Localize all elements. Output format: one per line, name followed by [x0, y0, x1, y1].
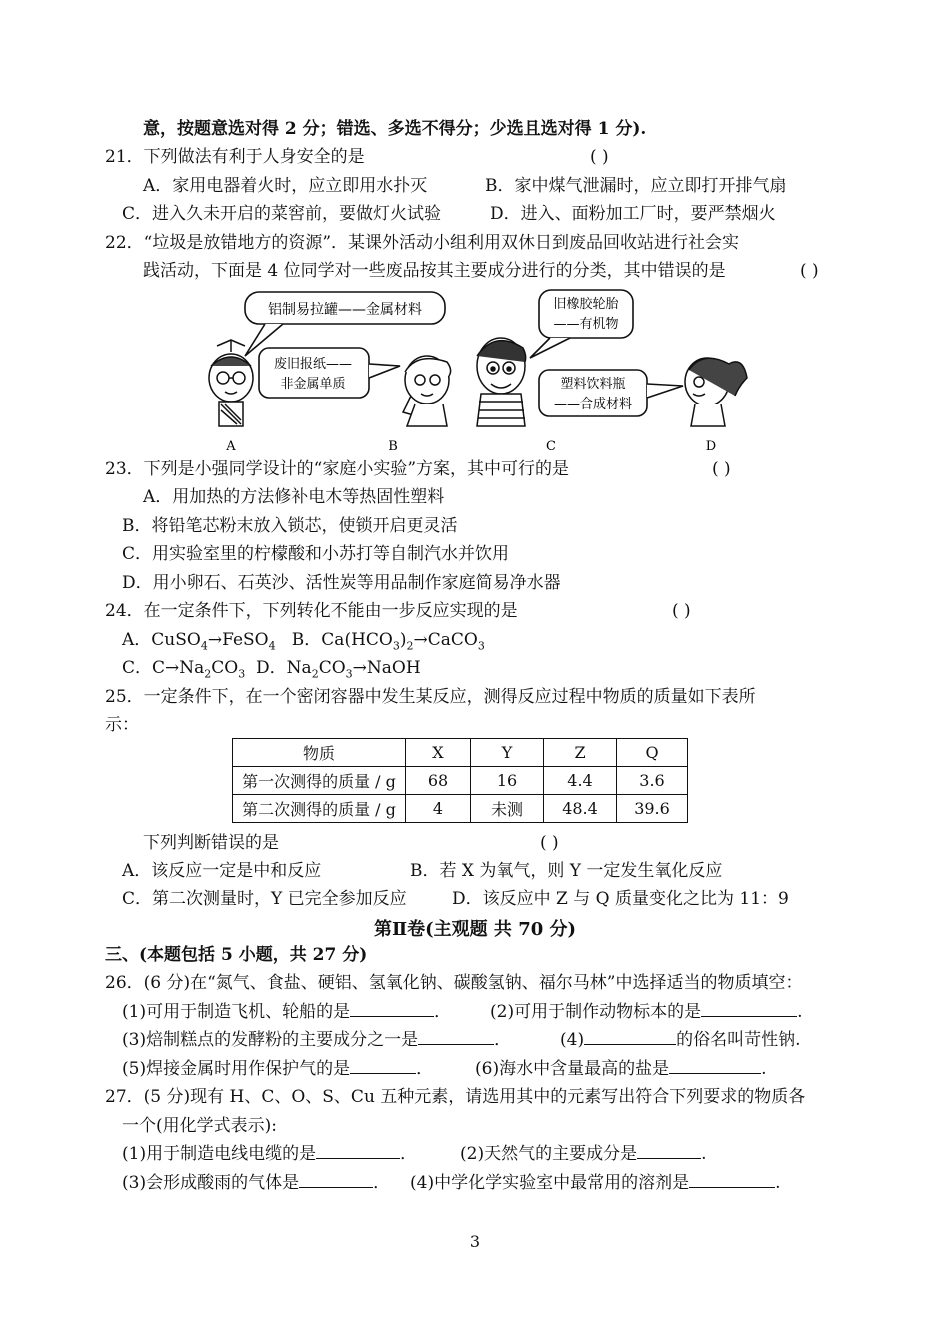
label-a: A — [226, 439, 236, 454]
bubble-c-text-2: ——有机物 — [553, 317, 619, 332]
q26-part1: (1)可用于制造飞机、轮船的是 ． — [122, 1002, 452, 1022]
q27-part2: (2)天然气的主要成分是 . — [460, 1144, 707, 1164]
q21-option-a: A．家用电器着火时，应立即用水扑灭 — [143, 176, 428, 196]
table-header-row — [233, 739, 688, 767]
q23-stem: 23．下列是小强同学设计的“家庭小实验”方案，其中可行的是 — [105, 459, 570, 479]
q21-option-d: D．进入、面粉加工厂时，要严禁烟火 — [490, 204, 776, 224]
table-cell: 3.6 — [617, 767, 688, 795]
q27-part1: (1)用于制造电线电缆的是 ． — [122, 1144, 418, 1164]
q23-option-b: B．将铅笔芯粉末放入锁芯，使锁开启更灵活 — [122, 516, 458, 536]
q25-option-c: C．第二次测量时，Y 已完全参加反应 — [122, 889, 407, 909]
q22-stem-line2: 践活动，下面是 4 位同学对一些废品按其主要成分进行的分类，其中错误的是 — [143, 261, 726, 281]
table-cell: 4 — [406, 795, 471, 823]
label-d: D — [705, 439, 717, 454]
q26-blank-3[interactable] — [418, 1030, 494, 1045]
table-cell: 48.4 — [544, 795, 617, 823]
table-cell: 第二次测得的质量 / g — [233, 795, 406, 823]
table-cell: 未测 — [471, 795, 544, 823]
q23-option-d: D．用小卵石、石英沙、活性炭等用品制作家庭简易净水器 — [122, 573, 561, 593]
bubble-d — [539, 370, 683, 416]
q27-stem-line2: 一个(用化学式表示): — [122, 1116, 277, 1136]
student-b-illustration — [403, 356, 451, 426]
q27-part2-text: (2)天然气的主要成分是 — [460, 1144, 638, 1164]
q24-answer-paren: ( ) — [672, 601, 691, 621]
q25-stem-line2: 示： — [105, 715, 139, 735]
table-row — [233, 767, 688, 795]
q27-blank-3[interactable] — [299, 1173, 373, 1188]
q27-part4: (4)中学化学实验室中最常用的溶剂是 . — [410, 1173, 781, 1193]
q22-stem-line1: 22．“垃圾是放错地方的资源”．某课外活动小组利用双休日到废品回收站进行社会实 — [105, 233, 740, 253]
table-cell: 16 — [471, 767, 544, 795]
q26-blank-6[interactable] — [669, 1059, 761, 1074]
bubble-a-text: 铝制易拉罐——金属材料 — [268, 302, 422, 318]
table-cell: 39.6 — [617, 795, 688, 823]
q26-part5-text: (5)焊接金属时用作保护气的是 — [122, 1059, 351, 1079]
bubble-c-text-1: 旧橡胶轮胎 — [553, 297, 619, 312]
q25-answer-paren: ( ) — [540, 833, 559, 853]
q25-option-b: B．若 X 为氧气，则 Y 一定发生氧化反应 — [410, 861, 723, 881]
q25-option-d: D．该反应中 Z 与 Q 质量变化之比为 11：9 — [452, 889, 789, 909]
q26-blank-5[interactable] — [350, 1059, 416, 1074]
q22-answer-paren: ( ) — [800, 261, 819, 281]
q25-judge: 下列判断错误的是 — [143, 833, 279, 853]
q26-part3-text: (3)焙制糕点的发酵粉的主要成分之一是 — [122, 1030, 419, 1050]
student-c-illustration — [477, 338, 526, 426]
table-header-cell: 物质 — [233, 739, 406, 767]
q23-answer-paren: ( ) — [712, 459, 731, 479]
bubble-d-text-1: 塑料饮料瓶 — [560, 377, 626, 392]
part2-title: 第Ⅱ卷(主观题 共 70 分) — [373, 919, 577, 940]
q26-part1-text: (1)可用于制造飞机、轮船的是 — [122, 1002, 351, 1022]
q25-option-a: A．该反应一定是中和反应 — [122, 861, 322, 881]
bubble-a — [245, 292, 445, 356]
bubble-b — [259, 348, 400, 398]
q27-blank-2[interactable] — [637, 1144, 701, 1159]
label-c: C — [546, 439, 556, 454]
bubble-d-text-2: ——合成材料 — [553, 397, 633, 412]
q21-answer-paren: ( ) — [590, 147, 609, 167]
q27-part3-text: (3)会形成酸雨的气体是 — [122, 1173, 300, 1193]
q22-cartoon-figure — [195, 286, 755, 456]
table-header-cell: Z — [544, 739, 617, 767]
q26-stem: 26．(6 分)在“氮气、食盐、硬铝、氢氧化钠、碳酸氢钠、福尔马林”中选择适当的物质填空： — [105, 973, 803, 993]
bubble-b-text-2: 非金属单质 — [280, 377, 346, 392]
scoring-note: 意，按题意选对得 2 分；错选、多选不得分；少选且选对得 1 分). — [143, 119, 647, 139]
student-d-illustration — [685, 358, 747, 426]
q21-stem: 21．下列做法有利于人身安全的是 — [105, 147, 365, 167]
q27-part1-text: (1)用于制造电线电缆的是 — [122, 1144, 317, 1164]
q26-part4-text-b: 的俗名叫苛性钠. — [676, 1030, 801, 1050]
page-number: 3 — [469, 1232, 481, 1251]
bubble-b-text-1: 废旧报纸—— — [273, 357, 353, 372]
label-b: B — [388, 439, 398, 454]
q27-part4-text: (4)中学化学实验室中最常用的溶剂是 — [410, 1173, 690, 1193]
q24-options-ab: A．CuSO$_4$→FeSO$_4$ B．$Ca(HCO_3)_2\to CaCO_3$ — [122, 630, 485, 653]
q27-part3: (3)会形成酸雨的气体是 ． — [122, 1173, 391, 1193]
q26-part2: (2)可用于制作动物标本的是 . — [490, 1002, 803, 1022]
q27-blank-4[interactable] — [689, 1173, 775, 1188]
q26-blank-1[interactable] — [350, 1002, 434, 1017]
q27-stem-line1: 27．(5 分)现有 H、C、O、S、Cu 五种元素，请选用其中的元素写出符合下列要求的物质各 — [105, 1087, 806, 1107]
q26-blank-2[interactable] — [701, 1002, 797, 1017]
q23-option-c: C．用实验室里的柠檬酸和小苏打等自制汽水并饮用 — [122, 544, 510, 564]
q27-blank-1[interactable] — [316, 1144, 400, 1159]
q21-option-c: C．进入久未开启的菜窖前，要做灯火试验 — [122, 204, 442, 224]
q26-part4 — [560, 1029, 801, 1051]
q21-option-b: B．家中煤气泄漏时，应立即打开排气扇 — [485, 176, 787, 196]
q26-blank-4[interactable] — [584, 1030, 676, 1045]
table-cell: 第一次测得的质量 / g — [233, 767, 406, 795]
q24-options-cd: C．$C\to Na_2CO_3$ D．$Na_2CO_3\to NaOH$ — [122, 658, 421, 681]
q24-stem: 24．在一定条件下，下列转化不能由一步反应实现的是 — [105, 601, 518, 621]
q26-part3: (3)焙制糕点的发酵粉的主要成分之一是 ． — [122, 1030, 512, 1050]
table-cell: 68 — [406, 767, 471, 795]
q26-part6-text: (6)海水中含量最高的盐是 — [475, 1059, 670, 1079]
bubble-c — [530, 290, 633, 358]
table-header-cell: Q — [617, 739, 688, 767]
q25-stem-line1: 25．一定条件下，在一个密闭容器中发生某反应，测得反应过程中物质的质量如下表所 — [105, 687, 756, 707]
mass-table — [232, 738, 688, 823]
section3-heading: 三、(本题包括 5 小题，共 27 分) — [105, 945, 368, 965]
q23-option-a: A．用加热的方法修补电木等热固性塑料 — [143, 487, 445, 507]
q26-part5: (5)焊接金属时用作保护气的是 ． — [122, 1059, 434, 1079]
q26-part6: (6)海水中含量最高的盐是 . — [475, 1059, 767, 1079]
q26-part4-text-a: (4) — [560, 1030, 585, 1050]
q26-part2-text: (2)可用于制作动物标本的是 — [490, 1002, 702, 1022]
table-row — [233, 795, 688, 823]
table-header-cell: Y — [471, 739, 544, 767]
table-header-cell: X — [406, 739, 471, 767]
table-cell: 4.4 — [544, 767, 617, 795]
